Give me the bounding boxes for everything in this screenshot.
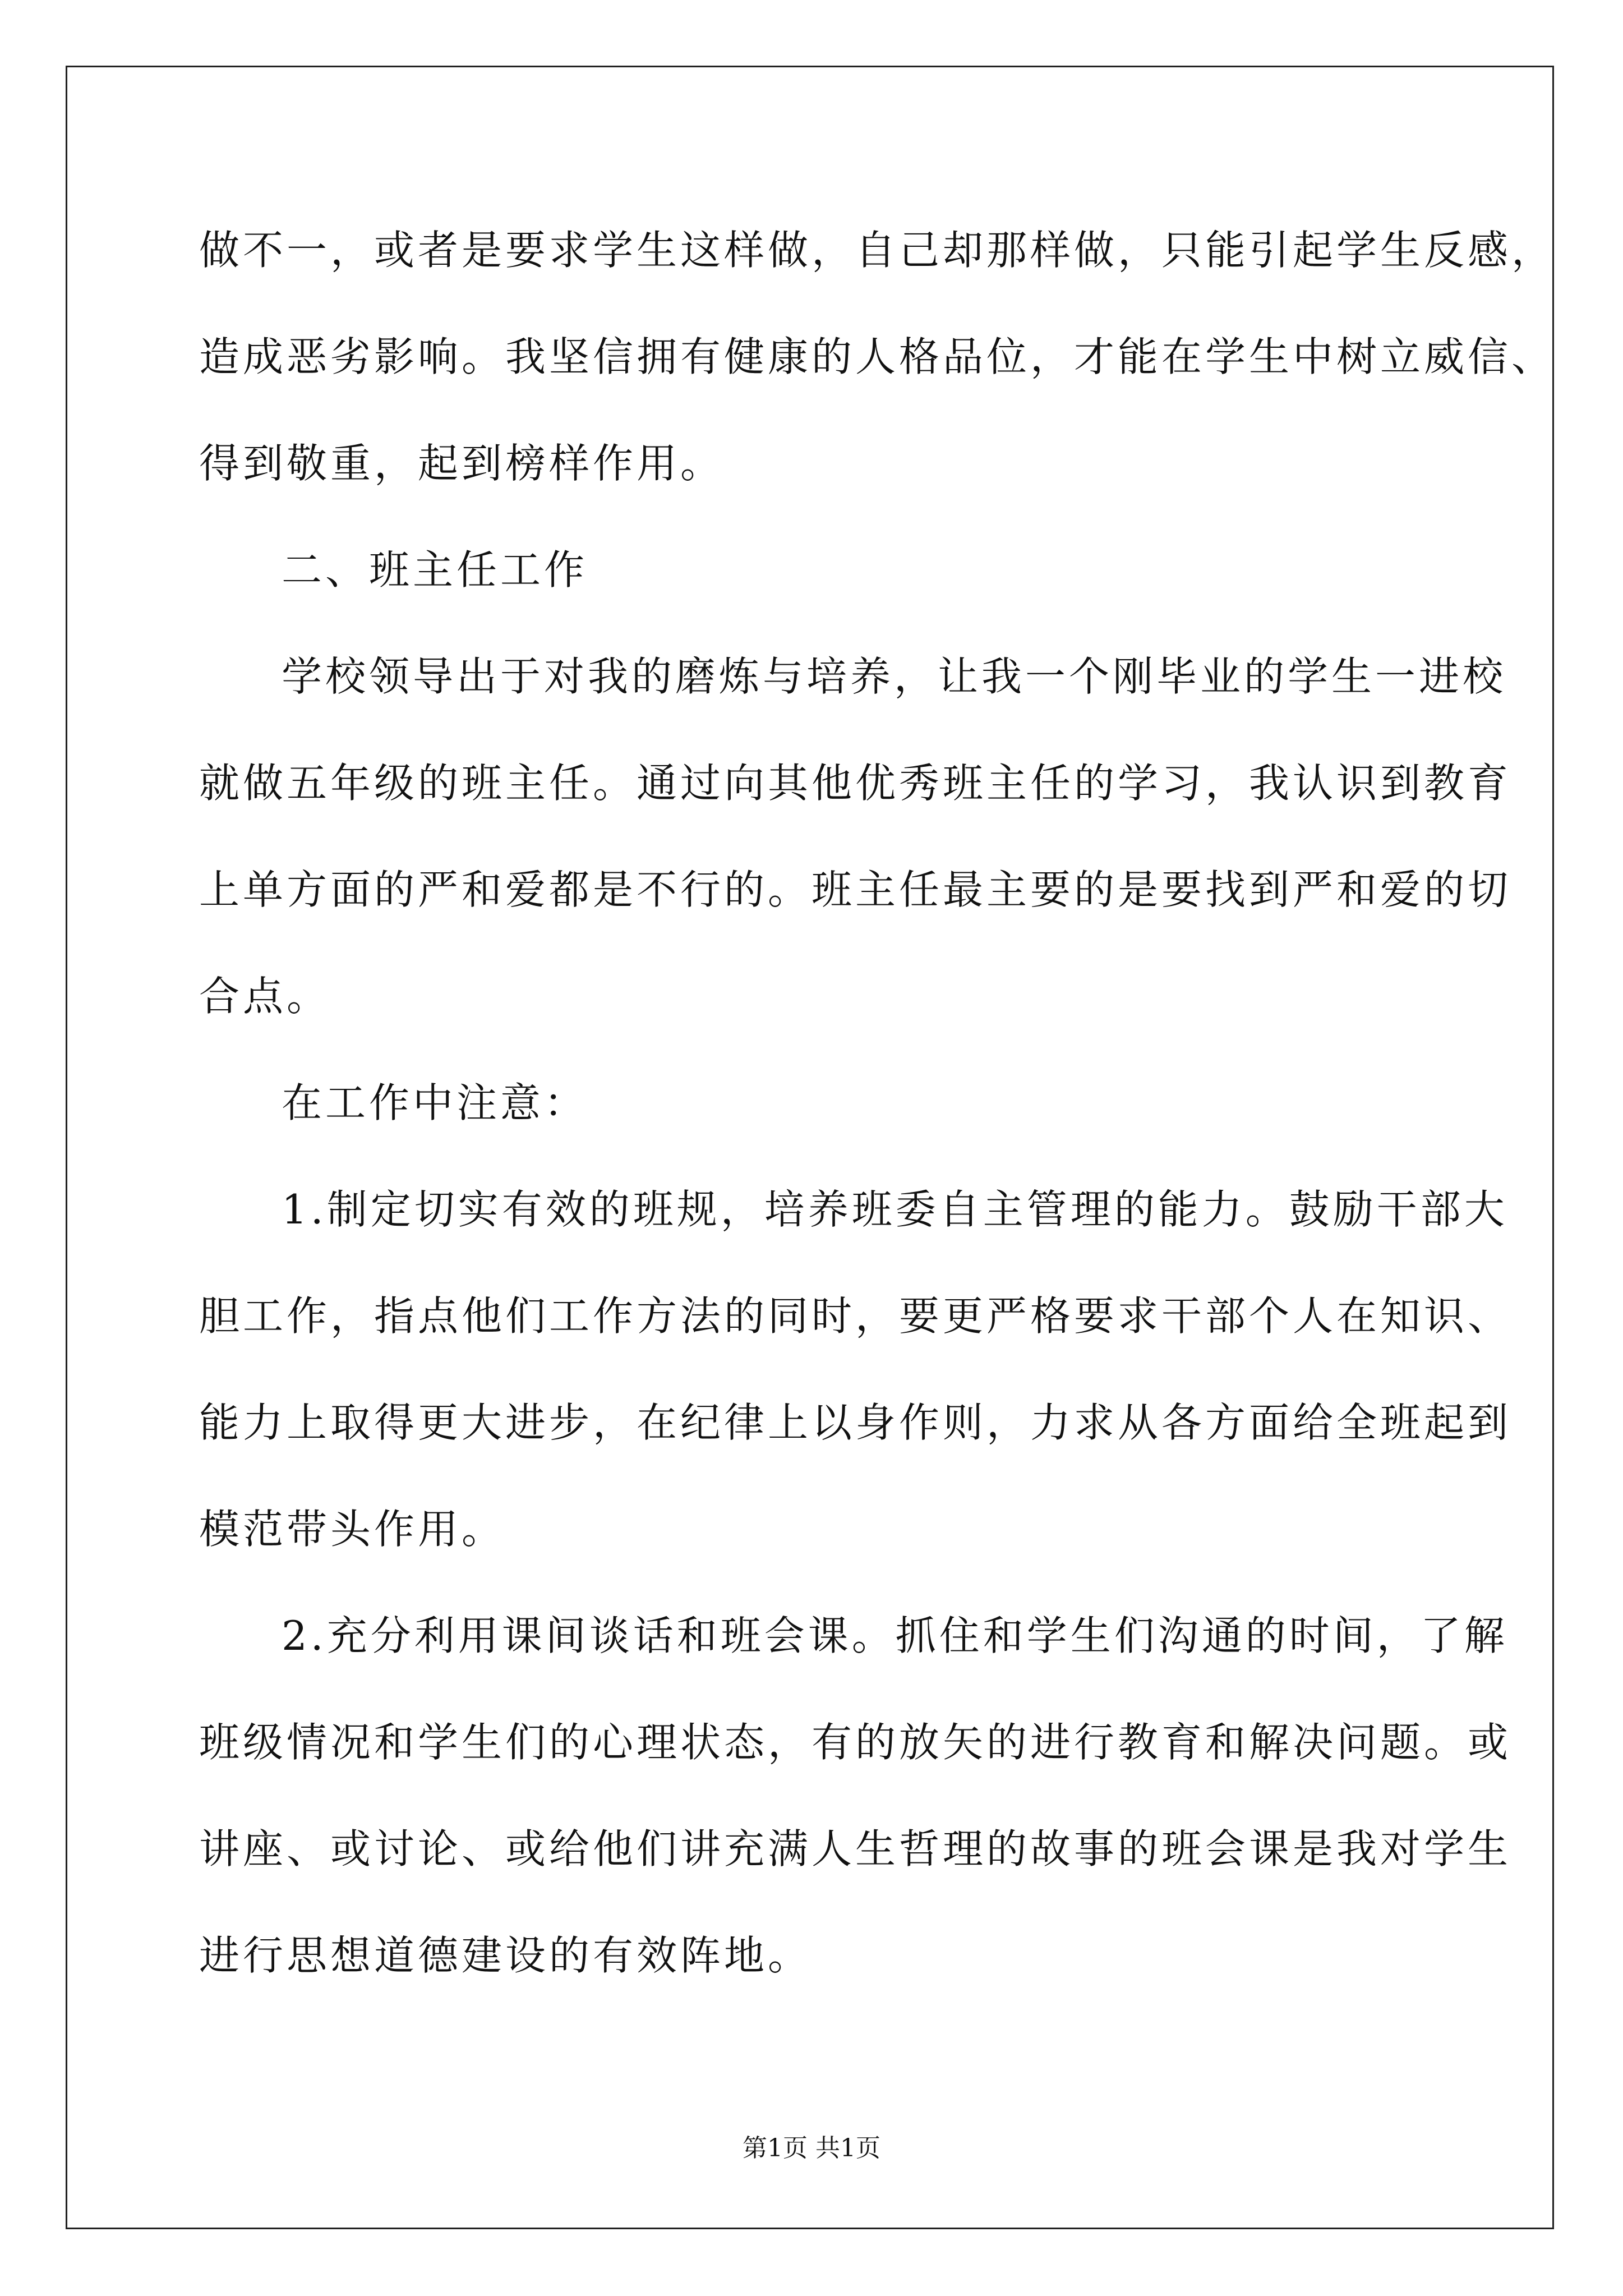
text-line: 胆工作，指点他们工作方法的同时，要更严格要求干部个人在知识、 [199, 1292, 1512, 1340]
text-line: 能力上取得更大进步，在纪律上以身作则，力求从各方面给全班起到 [199, 1399, 1512, 1446]
list-item-text: 2.充分利用课间谈话和班会课。抓住和学生们沟通的时间，了解 [282, 1612, 1508, 1659]
text-line: 做不一，或者是要求学生这样做，自己却那样做，只能引起学生反感， [199, 227, 1556, 274]
text-line: 学校领导出于对我的磨炼与培养，让我一个刚毕业的学生一进校 [282, 653, 1507, 700]
text-line: 造成恶劣影响。我坚信拥有健康的人格品位，才能在学生中树立威信、 [199, 333, 1556, 380]
list-item-text: 1.制定切实有效的班规，培养班委自主管理的能力。鼓励干部大 [282, 1186, 1508, 1233]
text-line: 合点。 [199, 973, 331, 1020]
text-line: 讲座、或讨论、或给他们讲充满人生哲理的故事的班会课是我对学生 [199, 1825, 1512, 1872]
section-heading: 二、班主任工作 [282, 546, 588, 593]
text-line: 班级情况和学生们的心理状态，有的放矢的进行教育和解决问题。或 [199, 1719, 1512, 1766]
text-line: 模范带头作用。 [199, 1506, 506, 1553]
text-line: 在工作中注意： [282, 1079, 588, 1126]
text-line: 得到敬重，起到榜样作用。 [199, 440, 725, 487]
page-border [66, 66, 1554, 2229]
text-line: 就做五年级的班主任。通过向其他优秀班主任的学习，我认识到教育 [199, 760, 1512, 807]
text-line: 进行思想道德建设的有效阵地。 [199, 1932, 812, 1979]
text-line: 上单方面的严和爱都是不行的。班主任最主要的是要找到严和爱的切 [199, 866, 1512, 913]
page-number: 第1页 共1页 [743, 2134, 880, 2162]
